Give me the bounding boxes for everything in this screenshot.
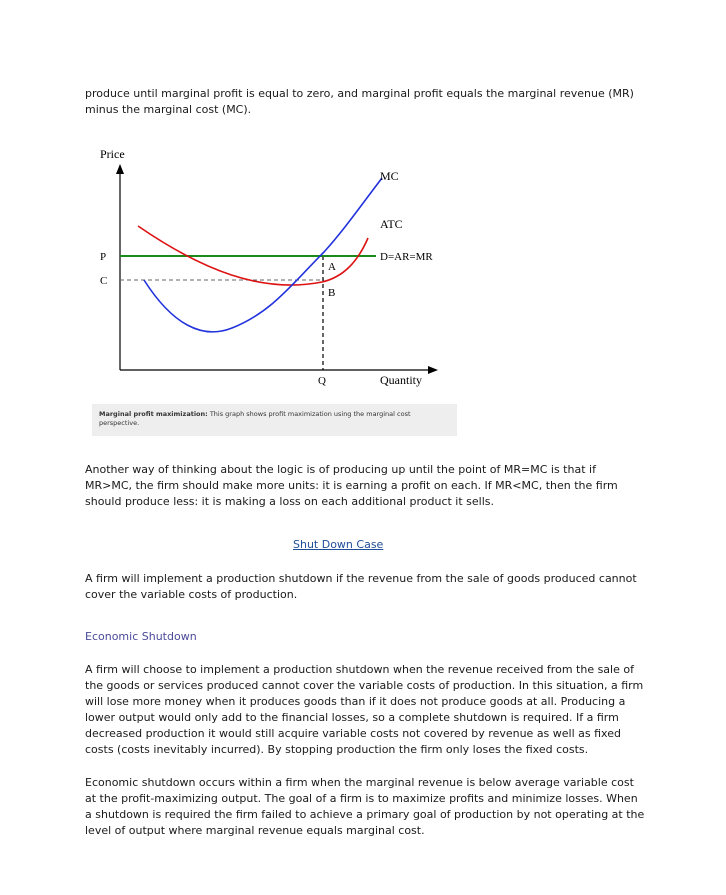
atc-label: ATC (380, 217, 403, 231)
mc-label: MC (380, 169, 399, 183)
caption-text: This graph shows profit maximization using the marginal cost perspective. (99, 410, 411, 427)
x-axis-arrow (428, 366, 438, 374)
economic-shutdown-paragraph-2: Economic shutdown occurs within a firm when the marginal revenue is below average variable cost at the profit-maximizing output. The goal of a firm is to maximize profits and minimize losses. When a shutdown is required the firm failed to achieve a primary goal of production by not operating at the level of output where marginal revenue equals marginal cost. (85, 776, 645, 837)
shut-down-case-link[interactable]: Shut Down Case (293, 538, 384, 551)
logic-paragraph: Another way of thinking about the logic is of producing up until the point of MR=MC is that if MR>MC, the firm should make more units: it is earning a profit on each. If MR<MC, then the firm should produce less: it is making a loss on each additional product it sells. (85, 463, 618, 508)
x-axis-label: Quantity (380, 373, 422, 387)
demand-label: D=AR=MR (380, 251, 433, 263)
y-axis-arrow (116, 164, 124, 174)
label-q: Q (318, 375, 326, 387)
economic-shutdown-paragraph-1: A firm will choose to implement a production shutdown when the revenue received from the sale of the goods or services produced cannot cover the variable costs of production. In this situation, a firm will lose more money when it produces goods than if it does not produce goods at all. Producing a lower output would only add to the financial losses, so a complete shutdown is required. If a firm decreased production it would still acquire variable costs not covered by revenue as well as fixed costs (costs inevitably incurred). By stopping production the firm only loses the fixed costs. (85, 663, 644, 756)
y-axis-label: Price (100, 147, 125, 161)
caption-title: Marginal profit maximization: (99, 410, 208, 418)
mc-curve (144, 178, 382, 332)
economic-shutdown-heading: Economic Shutdown (85, 630, 197, 643)
label-a: A (328, 261, 336, 273)
label-p: P (100, 251, 107, 263)
shutdown-paragraph: A firm will implement a production shutdown if the revenue from the sale of goods produced cannot cover the variable costs of production. (85, 572, 637, 601)
intro-paragraph: produce until marginal profit is equal to zero, and marginal profit equals the marginal revenue (MR) minus the marginal cost (MC). (85, 87, 634, 116)
label-b: B (328, 287, 336, 299)
label-c: C (100, 275, 108, 287)
profit-maximization-graph (92, 144, 458, 400)
figure-caption (92, 404, 457, 436)
